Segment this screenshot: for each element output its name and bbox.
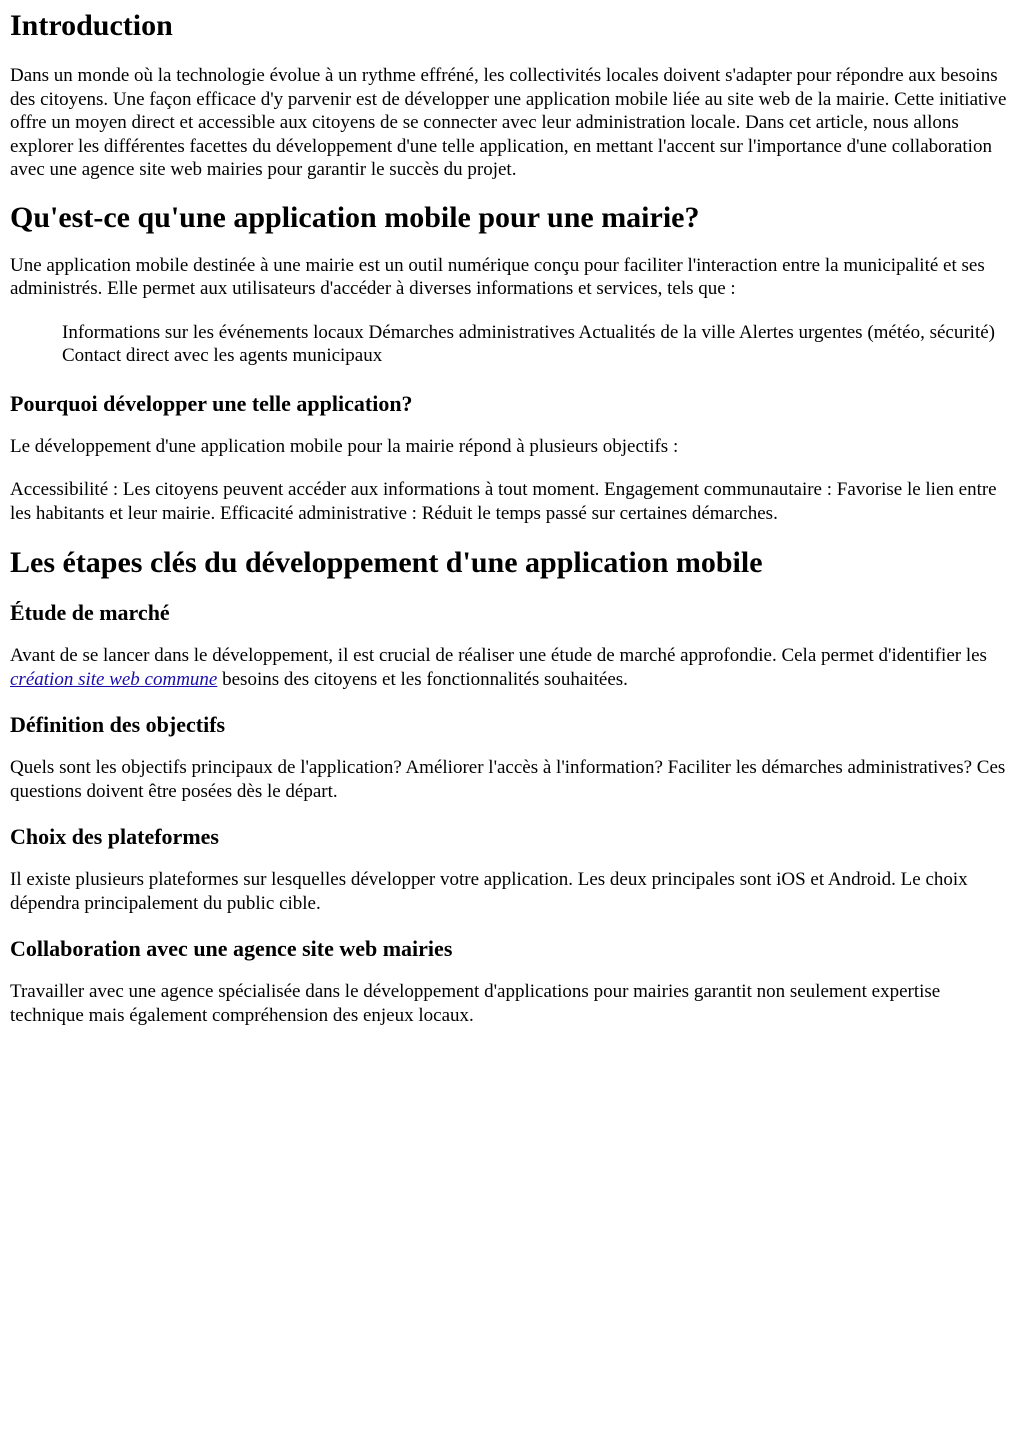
paragraph-app-definition: Une application mobile destinée à une mairie est un outil numérique conçu pour faciliter l'interaction entre la municipalité et ses administrés. Elle permet aux utilisateurs d'accéder à diverses informations et services, tels que :	[10, 254, 985, 299]
heading-steps: Les étapes clés du développement d'une application mobile	[10, 546, 763, 579]
heading-app-definition: Qu'est-ce qu'une application mobile pour une mairie?	[10, 200, 700, 234]
link-creation-site-web-commune[interactable]: création site web commune	[10, 668, 218, 690]
paragraph-why-intro: Le développement d'une application mobile pour la mairie répond à plusieurs objectifs :	[10, 435, 679, 457]
article	[10, 8, 1014, 1027]
paragraph-agency: Travailler avec une agence spécialisée dans le développement d'applications pour mairies garantit non seulement expertise technique mais également compréhension des enjeux locaux.	[10, 981, 941, 1026]
heading-introduction: Introduction	[10, 9, 173, 42]
paragraph-market-study	[10, 644, 1014, 691]
section-why	[10, 390, 1014, 526]
heading-agency: Collaboration avec une agence site web mairies	[10, 936, 453, 961]
paragraph-objectives: Quels sont les objectifs principaux de l'application? Améliorer l'accès à l'information? Faciliter les démarches administratives? Ces questions doivent être posées dès le départ.	[10, 757, 1006, 802]
paragraph-introduction: Dans un monde où la technologie évolue à un rythme effréné, les collectivités locales doivent s'adapter pour répondre aux besoins des citoyens. Une façon efficace d'y parvenir est de développer une application mobile liée au site web de la mairie. Cette initiative offre un moyen direct et accessible aux citoyens de se connecter avec leur administration locale. Dans cet article, nous allons explorer les différentes facettes du développement d'une telle application, en mettant l'accent sur l'importance d'une collaboration avec une agence site web mairies pour garantir le succès du projet.	[10, 65, 1007, 180]
heading-market-study: Étude de marché	[10, 600, 170, 625]
services-quote: Informations sur les événements locaux Démarches administratives Actualités de la ville Alertes urgentes (météo, sécurité) Contact direct avec les agents municipaux	[62, 321, 995, 366]
section-steps	[10, 545, 1014, 1027]
market-text-before: Avant de se lancer dans le développement, il est crucial de réaliser une étude de marché approfondie. Cela permet d'identifier les	[10, 645, 987, 666]
market-text-after: besoins des citoyens et les fonctionnalités souhaitées.	[217, 668, 628, 690]
section-introduction	[10, 8, 1014, 182]
section-app-definition	[10, 200, 1014, 368]
heading-objectives: Définition des objectifs	[10, 712, 226, 737]
heading-why: Pourquoi développer une telle application?	[10, 390, 413, 416]
heading-platforms: Choix des plateformes	[10, 824, 219, 849]
paragraph-platforms: Il existe plusieurs plateformes sur lesquelles développer votre application. Les deux principales sont iOS et Android. Le choix dépendra principalement du public cible.	[10, 869, 968, 914]
paragraph-why-objectives: Accessibilité : Les citoyens peuvent accéder aux informations à tout moment. Engagement communautaire : Favorise le lien entre les habitants et leur mairie. Efficacité administrative : Réduit le temps passé sur certaines démarches.	[10, 479, 997, 524]
